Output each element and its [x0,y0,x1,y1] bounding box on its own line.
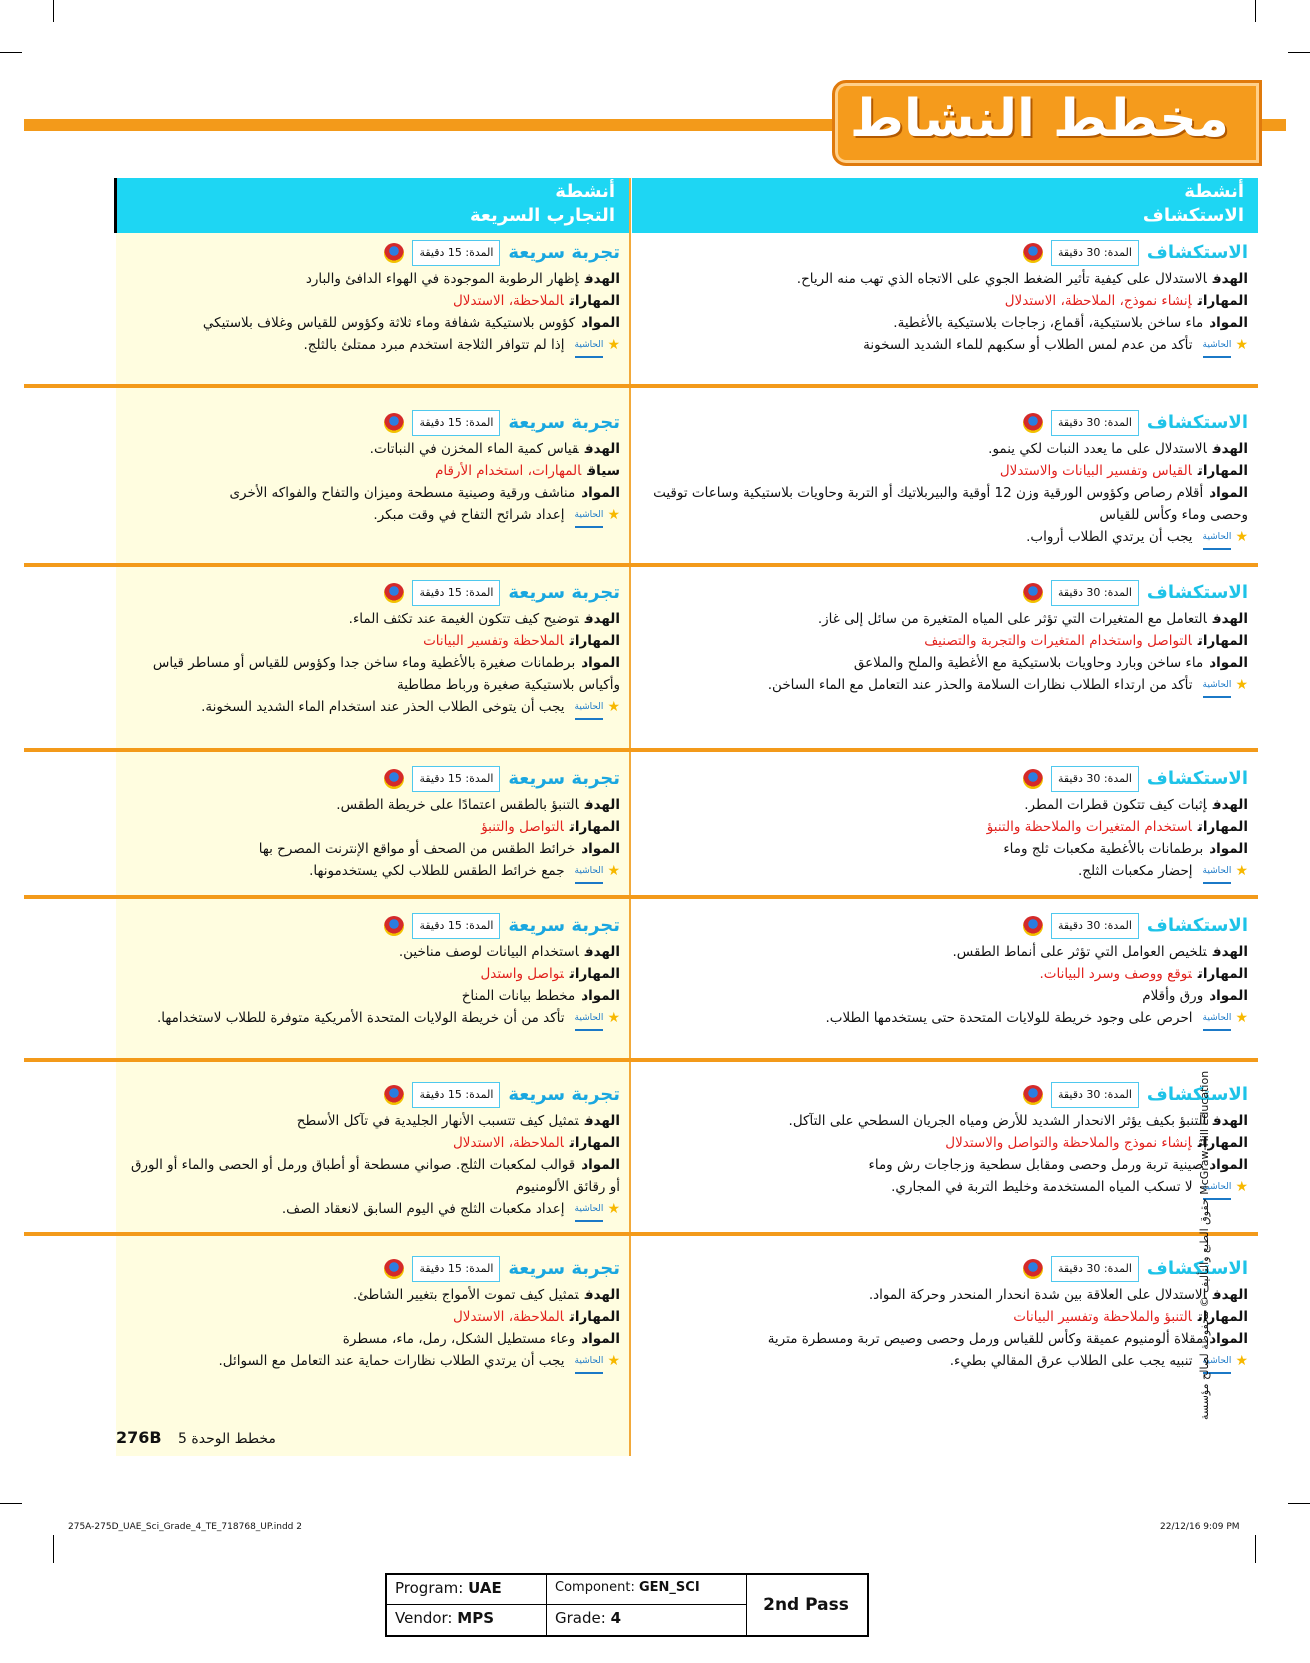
explore-goal-label: الهدف [1212,441,1248,457]
quick-skills [130,290,620,312]
program-value: UAE [468,1579,502,1597]
quick-activity-title: تجربة سريعة [508,582,620,603]
quick-materials-label: المواد [581,315,620,331]
explore-cell [648,766,1248,884]
explore-cell [648,410,1248,550]
explore-skills-label: المهارات [1197,819,1248,835]
explore-materials-value: مقلاة ألومنيوم عميقة وكأس للقياس ورمل وحصى وصيص تربة ومسطرة مترية [767,1331,1204,1347]
explore-skills [648,816,1248,838]
explore-materials [648,1328,1248,1350]
crop-mark [1255,0,1256,22]
quick-activity-title: تجربة سريعة [508,768,620,789]
row-separator [24,748,1258,752]
explore-goal-label: الهدف [1212,1113,1248,1129]
teacher-note-text: يجب أن يتوخى الطلاب الحذر عند استخدام الماء الشديد السخونة. [201,699,565,715]
quick-duration-badge: المدة: 15 دقيقة [412,766,500,792]
explore-duration-badge: المدة: 30 دقيقة [1051,913,1139,939]
quick-materials-label: المواد [581,485,620,501]
star-icon: ★ [607,337,620,353]
explore-goal-label: الهدف [1212,797,1248,813]
teacher-note [648,674,1248,698]
explore-skills-value: استخدام المتغيرات والملاحظة والتنبؤ [986,819,1192,835]
quick-activity-header [130,410,620,436]
explore-goal-value: التعامل مع المتغيرات التي تؤثر على المياه المتغيرة من سائل إلى غاز. [817,611,1207,627]
explore-materials [648,1154,1248,1176]
explore-activity-header [648,1082,1248,1108]
explore-activity-header [648,766,1248,792]
teacher-note-text: إعداد شرائح التفاح في وقت مبكر. [373,507,565,523]
explore-materials-label: المواد [1209,1157,1248,1173]
people-icon [1023,916,1043,936]
explore-cell [648,580,1248,698]
quick-duration-badge: المدة: 15 دقيقة [412,1082,500,1108]
quick-skills-value: الملاحظة وتفسير البيانات [423,633,564,649]
teacher-note-text: يجب أن يرتدي الطلاب أرواب. [1026,529,1193,545]
explore-cell [648,1082,1248,1200]
explore-cell [648,240,1248,358]
quick-goal-value: استخدام البيانات لوصف مناخين. [398,944,579,960]
explore-materials-value: أقلام رصاص وكؤوس الورقية وزن 12 أوقية والبيربلاتيك أو التربة وحاويات بلاستيكية وساعات توقيت وحصى وماء وكأس للقياس [653,485,1248,523]
quick-goal [130,941,620,963]
teacher-note [130,1350,620,1374]
explore-materials-label: المواد [1209,988,1248,1004]
teacher-note [130,860,620,884]
unit-label: مخطط الوحدة 5 [178,1431,276,1447]
teacher-note-icon: الحاشية [575,696,604,720]
people-icon [384,769,404,789]
teacher-note-text: إحضار مكعبات الثلج. [1078,863,1193,879]
teacher-note-icon: الحاشية [1203,1007,1232,1031]
quick-goal-value: قياس كمية الماء المخزن في النباتات. [369,441,579,457]
explore-goal-value: الاستدلال على ما يعدد النبات لكي ينمو. [988,441,1207,457]
quick-skills-value: التواصل والتنبؤ [481,819,564,835]
quick-goal [130,608,620,630]
explore-activity-header [648,240,1248,266]
quick-activity-title: تجربة سريعة [508,1084,620,1105]
people-icon [384,243,404,263]
grade-cell [547,1605,747,1635]
quick-goal-label: الهدف [584,271,620,287]
explore-skills-value: إنشاء نموذج، الملاحظة، الاستدلال [1004,293,1192,309]
quick-skills-label: المهارات [569,966,620,982]
quick-activity-header [130,240,620,266]
teacher-note [130,1198,620,1222]
quick-materials [130,1328,620,1350]
explore-duration-badge: المدة: 30 دقيقة [1051,580,1139,606]
explore-skills-label: المهارات [1197,293,1248,309]
explore-skills-label: المهارات [1197,633,1248,649]
explore-activity-header [648,913,1248,939]
teacher-note-text: احرص على وجود خريطة للولايات المتحدة حتى يستخدمها الطلاب. [825,1010,1193,1026]
explore-activity-title: الاستكشاف [1146,1258,1248,1279]
explore-skills [648,1306,1248,1328]
row-separator [24,563,1258,567]
quick-skills [130,963,620,985]
quick-cell [130,240,620,358]
quick-cell [130,766,620,884]
explore-skills-value: التواصل واستخدام المتغيرات والتجربة والتصنيف [924,633,1192,649]
quick-materials-value: قوالب لمكعبات الثلج. صواني مسطحة أو أطباق ورمل أو الحصى والماء أو الورق أو رقائق الألومنيوم [131,1157,620,1195]
date-slug: 22/12/16 9:09 PM [1160,1522,1240,1532]
quick-activity-title: تجربة سريعة [508,915,620,936]
explore-skills-label: المهارات [1197,1135,1248,1151]
quick-cell [130,580,620,720]
title-box [832,80,1262,166]
teacher-note-icon: الحاشية [575,504,604,528]
program-box [385,1573,869,1637]
crop-mark [0,1503,22,1504]
quick-skills-value: تواصل واستدل [480,966,564,982]
page-number: 276B [116,1428,162,1447]
explore-goal [648,268,1248,290]
quick-activity-header [130,1256,620,1282]
teacher-note-icon: الحاشية [1203,1350,1232,1374]
teacher-note-icon: الحاشية [1203,334,1232,358]
star-icon: ★ [607,1201,620,1217]
quick-duration-badge: المدة: 15 دقيقة [412,913,500,939]
explore-column-header [632,178,1258,233]
quick-goal-label: الهدف [584,1287,620,1303]
quick-activity-header [130,913,620,939]
quick-cell [130,1256,620,1374]
teacher-note-icon: الحاشية [1203,526,1232,550]
quick-materials [130,985,620,1007]
quick-skills-value: الملاحظة، الاستدلال [452,1309,564,1325]
crop-mark [53,1535,54,1563]
star-icon: ★ [1235,529,1248,545]
explore-skills-label: المهارات [1197,966,1248,982]
teacher-note [648,1350,1248,1374]
explore-activity-header [648,1256,1248,1282]
teacher-note-text: إذا لم تتوافر الثلاجة استخدم مبرد ممتلئ بالثلج. [303,337,565,353]
quick-materials-label: المواد [581,1331,620,1347]
explore-materials-label: المواد [1209,485,1248,501]
people-icon [1023,243,1043,263]
explore-duration-badge: المدة: 30 دقيقة [1051,240,1139,266]
program-cell [387,1575,547,1605]
quick-materials [130,652,620,696]
row-separator [24,1058,1258,1062]
quick-materials-value: وعاء مستطيل الشكل، رمل، ماء، مسطرة [342,1331,576,1347]
quick-materials-value: برطمانات صغيرة بالأغطية وماء ساخن جدا وكؤوس للقياس أو مساطر قياس وأكياس بلاستيكية صغيرة ورباط مطاطية [152,655,620,693]
teacher-note-icon: الحاشية [575,1198,604,1222]
component-value: GEN_SCI [639,1580,700,1595]
quick-goal-label: الهدف [584,797,620,813]
teacher-note [648,526,1248,550]
quick-skills-label: المهارات [569,1309,620,1325]
explore-skills [648,290,1248,312]
quick-skills-label: المهارات [569,633,620,649]
explore-duration-badge: المدة: 30 دقيقة [1051,1256,1139,1282]
explore-materials-value: ماء ساخن وبارد وحاويات بلاستيكية مع الأغطية والملح والملاعق [853,655,1204,671]
quick-activity-header [130,580,620,606]
crop-mark [1288,1503,1310,1504]
explore-skills [648,630,1248,652]
explore-goal-label: الهدف [1212,944,1248,960]
teacher-note-text: إعداد مكعبات الثلج في اليوم السابق لانعقاد الصف. [281,1201,565,1217]
explore-skills-label: المهارات [1197,463,1248,479]
crop-mark [1255,1535,1256,1563]
people-icon [384,1085,404,1105]
explore-column-title-1: أنشطة [1184,181,1244,202]
quick-skills-value: الملاحظة، الاستدلال [452,293,564,309]
quick-activity-title: تجربة سريعة [508,1258,620,1279]
explore-duration-badge: المدة: 30 دقيقة [1051,1082,1139,1108]
quick-materials-label: المواد [581,655,620,671]
quick-materials [130,482,620,504]
star-icon: ★ [1235,863,1248,879]
explore-materials-label: المواد [1209,1331,1248,1347]
quick-skills-value: الملاحظة، الاستدلال [452,1135,564,1151]
people-icon [1023,413,1043,433]
quick-materials-value: مناشف ورقية وصينية مسطحة وميزان والتفاح والفواكه الأخرى [229,485,576,501]
teacher-note-icon: الحاشية [575,860,604,884]
explore-goal [648,1284,1248,1306]
people-icon [384,916,404,936]
row-separator [24,384,1258,388]
teacher-note [130,696,620,720]
crop-mark [0,52,22,53]
quick-duration-badge: المدة: 15 دقيقة [412,580,500,606]
teacher-note [130,504,620,528]
quick-materials-value: مخطط بيانات المناخ [461,988,576,1004]
quick-materials-label: المواد [581,841,620,857]
teacher-note [648,1176,1248,1200]
teacher-note [648,334,1248,358]
teacher-note [648,860,1248,884]
vendor-label: Vendor: [395,1609,453,1627]
quick-skills [130,1132,620,1154]
explore-skills [648,1132,1248,1154]
people-icon [384,413,404,433]
quick-materials-label: المواد [581,1157,620,1173]
explore-materials-value: ماء ساخن بلاستيكية، أقماع، زجاجات بلاستيكية بالأغطية. [893,315,1204,331]
quick-skills-label: المهارات [569,293,620,309]
quick-activity-title: تجربة سريعة [508,412,620,433]
star-icon: ★ [607,863,620,879]
star-icon: ★ [607,699,620,715]
row-separator [24,1232,1258,1236]
explore-materials [648,838,1248,860]
quick-goal-value: إظهار الرطوبة الموجودة في الهواء الدافئ والبارد [305,271,579,287]
explore-activity-header [648,580,1248,606]
explore-skills-value: القياس وتفسير البيانات والاستدلال [999,463,1192,479]
star-icon: ★ [607,1353,620,1369]
explore-activity-title: الاستكشاف [1146,768,1248,789]
quick-goal-label: الهدف [584,611,620,627]
explore-goal-value: التنبؤ بكيف يؤثر الانحدار الشديد للأرض ومياه الجريان السطحي على التآكل. [788,1113,1207,1129]
explore-goal [648,794,1248,816]
quick-goal-label: الهدف [584,1113,620,1129]
quick-skills-value: المهارات، استخدام الأرقام [435,463,582,479]
quick-goal [130,1284,620,1306]
quick-goal [130,794,620,816]
people-icon [1023,769,1043,789]
file-slug: 275A-275D_UAE_Sci_Grade_4_TE_718768_UP.indd 2 [68,1522,302,1532]
quick-column-header [114,178,629,233]
teacher-note-text: جمع خرائط الطقس للطلاب لكي يستخدمونها. [309,863,565,879]
pass-cell: 2nd Pass [763,1595,849,1615]
quick-skills-label: المهارات [569,1135,620,1151]
crop-mark [1288,52,1310,53]
quick-activity-header [130,766,620,792]
teacher-note-text: لا تسكب المياه المستخدمة وخليط التربة في المجاري. [891,1179,1193,1195]
star-icon: ★ [607,507,620,523]
people-icon [384,583,404,603]
explore-activity-header [648,410,1248,436]
star-icon: ★ [1235,337,1248,353]
explore-skills-label: المهارات [1197,1309,1248,1325]
quick-duration-badge: المدة: 15 دقيقة [412,1256,500,1282]
star-icon: ★ [1235,1179,1248,1195]
quick-materials [130,1154,620,1198]
explore-goal-value: الاستدلال على كيفية تأثير الضغط الجوي على الاتجاه الذي تهب منه الرياح. [796,271,1207,287]
teacher-note [130,1007,620,1031]
teacher-note-text: تأكد من ارتداء الطلاب نظارات السلامة والحذر عند التعامل مع الماء الساخن. [767,677,1193,693]
quick-duration-badge: المدة: 15 دقيقة [412,240,500,266]
teacher-note-text: تنبيه يجب على الطلاب عرق المقالي بطيء. [949,1353,1193,1369]
quick-column-title-1: أنشطة [555,181,615,202]
component-label: Component: [555,1580,635,1595]
page-title: مخطط النشاط [849,89,1229,149]
star-icon: ★ [1235,1353,1248,1369]
teacher-note-icon: الحاشية [1203,1176,1232,1200]
teacher-note-icon: الحاشية [575,334,604,358]
explore-skills-value: التنبؤ والملاحظة وتفسير البيانات [1013,1309,1192,1325]
quick-goal-value: توضيح كيف تتكون الغيمة عند تكثف الماء. [348,611,579,627]
quick-materials-value: كؤوس بلاستيكية شفافة وماء ثلاثة وكؤوس للقياس وغلاف بلاستيكي [202,315,576,331]
quick-column-title-2: التجارب السريعة [469,205,615,226]
teacher-note [648,1007,1248,1031]
explore-goal-label: الهدف [1212,271,1248,287]
vendor-cell [387,1605,547,1635]
teacher-note-text: تأكد من أن خريطة الولايات المتحدة الأمريكية متوفرة للطلاب لاستخدامها. [156,1010,565,1026]
explore-materials-label: المواد [1209,315,1248,331]
people-icon [1023,583,1043,603]
row-separator [24,895,1258,899]
quick-materials-label: المواد [581,988,620,1004]
quick-goal [130,438,620,460]
people-icon [1023,1085,1043,1105]
explore-materials [648,985,1248,1007]
explore-skills-value: توقع ووصف وسرد البيانات. [1039,966,1192,982]
quick-goal-value: التنبؤ بالطقس اعتمادًا على خريطة الطقس. [336,797,579,813]
explore-materials-value: برطمانات بالأغطية مكعبات ثلج وماء [1003,841,1204,857]
explore-goal-label: الهدف [1212,611,1248,627]
explore-cell [648,913,1248,1031]
explore-activity-title: الاستكشاف [1146,582,1248,603]
star-icon: ★ [607,1010,620,1026]
vendor-value: MPS [457,1609,495,1627]
quick-materials [130,312,620,334]
quick-goal-label: الهدف [584,441,620,457]
quick-materials [130,838,620,860]
page-footer [116,1428,276,1447]
explore-materials [648,652,1248,674]
quick-skills [130,816,620,838]
people-icon [1023,1259,1043,1279]
explore-materials [648,482,1248,526]
explore-materials-label: المواد [1209,841,1248,857]
quick-cell [130,913,620,1031]
explore-skills [648,460,1248,482]
explore-activity-title: الاستكشاف [1146,915,1248,936]
quick-goal [130,1110,620,1132]
quick-goal-value: تمثيل كيف تتسبب الأنهار الجليدية في تآكل الأسطح [296,1113,579,1129]
people-icon [384,1259,404,1279]
teacher-note-icon: الحاشية [1203,860,1232,884]
explore-goal-value: الاستدلال على العلاقة بين شدة انحدار المنحدر وحركة المواد. [868,1287,1207,1303]
explore-materials-value: ورق وأقلام [1142,988,1204,1004]
explore-activity-title: الاستكشاف [1146,1084,1248,1105]
copyright-note: حقوق الطبع والتأليف © محفوظة لصالح مؤسسة McGraw-Hill Education [1198,1070,1211,1420]
quick-duration-badge: المدة: 15 دقيقة [412,410,500,436]
quick-activity-header [130,1082,620,1108]
quick-cell [130,410,620,528]
explore-goal [648,1110,1248,1132]
teacher-note-icon: الحاشية [575,1007,604,1031]
explore-goal [648,438,1248,460]
quick-skills-label: المهارات [569,819,620,835]
explore-activity-title: الاستكشاف [1146,242,1248,263]
explore-column-title-2: الاستكشاف [1142,205,1244,226]
quick-activity-title: تجربة سريعة [508,242,620,263]
crop-mark [53,0,54,22]
explore-cell [648,1256,1248,1374]
program-label: Program: [395,1579,464,1597]
teacher-note-icon: الحاشية [575,1350,604,1374]
explore-activity-title: الاستكشاف [1146,412,1248,433]
quick-skills [130,630,620,652]
explore-goal [648,608,1248,630]
quick-goal [130,268,620,290]
explore-duration-badge: المدة: 30 دقيقة [1051,766,1139,792]
explore-materials [648,312,1248,334]
quick-materials-value: خرائط الطقس من الصحف أو مواقع الإنترنت المصرح بها [258,841,576,857]
teacher-note-text: يجب أن يرتدي الطلاب نظارات حماية عند التعامل مع السوائل. [218,1353,565,1369]
grade-label: Grade: [555,1609,606,1627]
quick-skills [130,460,620,482]
explore-skills-value: إنشاء نموذج والملاحظة والتواصل والاستدلال [945,1135,1192,1151]
star-icon: ★ [1235,1010,1248,1026]
explore-goal [648,941,1248,963]
grade-value: 4 [610,1609,622,1627]
explore-materials-value: صينية تربة ورمل وحصى ومقابل سطحية وزجاجات رش وماء [868,1157,1204,1173]
quick-skills-label: سياق [587,463,620,479]
explore-materials-label: المواد [1209,655,1248,671]
teacher-note-text: تأكد من عدم لمس الطلاب أو سكبهم للماء الشديد السخونة [863,337,1193,353]
component-cell [547,1575,747,1605]
explore-goal-label: الهدف [1212,1287,1248,1303]
quick-goal-label: الهدف [584,944,620,960]
explore-duration-badge: المدة: 30 دقيقة [1051,410,1139,436]
explore-goal-value: تلخيص العوامل التي تؤثر على أنماط الطقس. [952,944,1207,960]
teacher-note-icon: الحاشية [1203,674,1232,698]
quick-cell [130,1082,620,1222]
quick-skills [130,1306,620,1328]
explore-skills [648,963,1248,985]
star-icon: ★ [1235,677,1248,693]
quick-goal-value: تمثيل كيف تموت الأمواج بتغيير الشاطئ. [352,1287,579,1303]
column-divider [629,178,631,1456]
explore-goal-value: إثبات كيف تتكون قطرات المطر. [1024,797,1207,813]
teacher-note [130,334,620,358]
